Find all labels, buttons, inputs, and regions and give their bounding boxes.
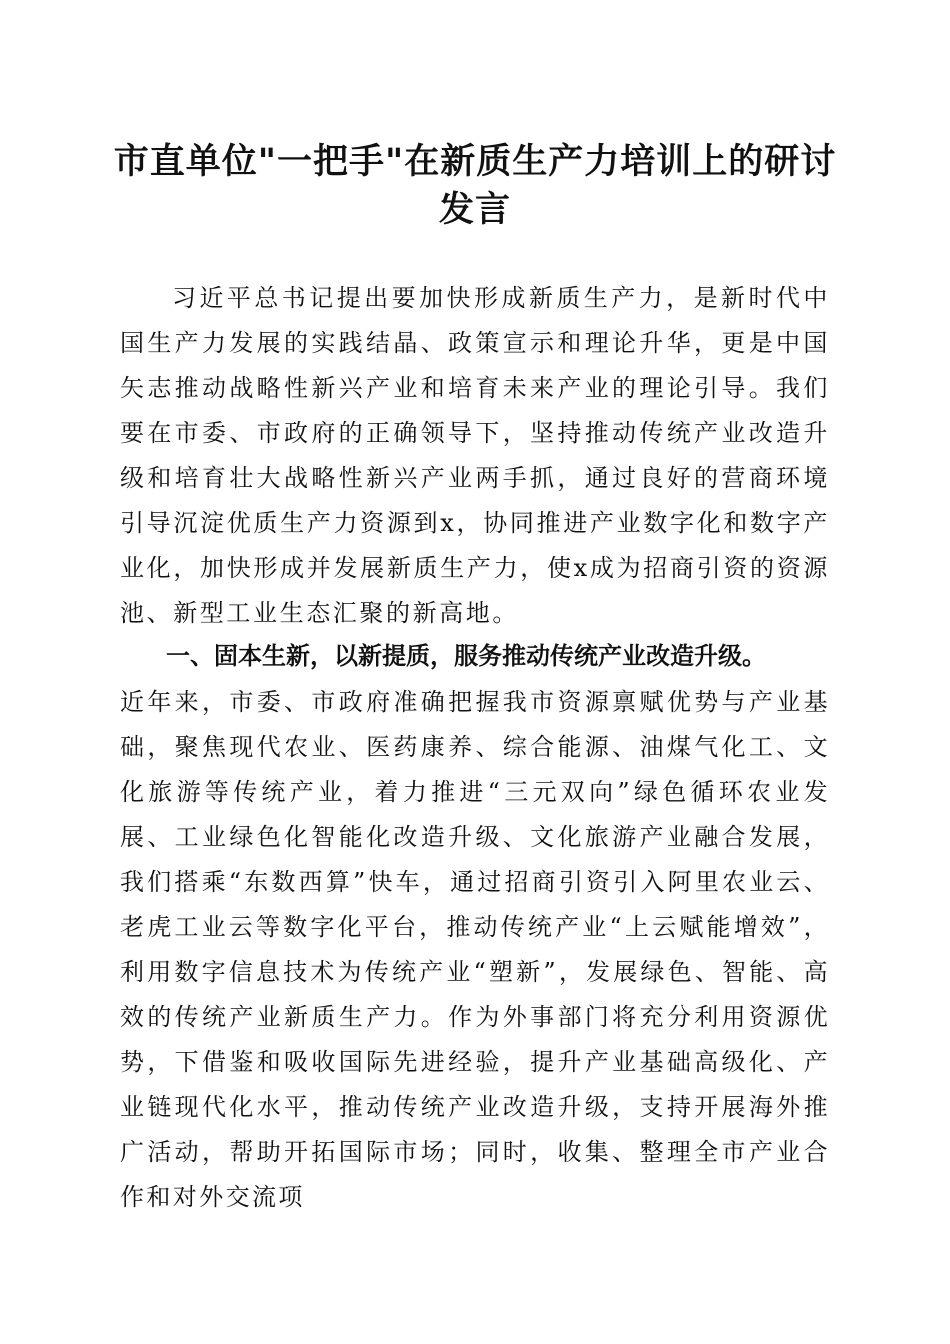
section-paragraph: 近年来，市委、市政府准确把握我市资源禀赋优势与产业基础，聚焦现代农业、医药康养、综合能源、油煤气化工、文化旅游等传统产业，着力推进“三元双向”绿色循环农业发展、工业绿色化智能化改造升级、文化旅游产业融合发展，我们搭乘“东数西算”快车，通过招商引资引入阿里农业云、老虎工业云等数字化平台，推动传统产业“上云赋能增效”，利用数字信息技术为传统产业“塑新”，发展绿色、智能、高效的传统产业新质生产力。作为外事部门将充分利用资源优势，下借鉴和吸收国际先进经验，提升产业基础高级化、产业链现代化水平，推动传统产业改造升级，支持开展海外推广活动，帮助开拓国际市场；同时，收集、整理全市产业合作和对外交流项 [120, 688, 830, 1211]
document-title: 市直单位"一把手"在新质生产力培训上的研讨发言 [113, 141, 837, 230]
intro-paragraph: 习近平总书记提出要加快形成新质生产力，是新时代中国生产力发展的实践结晶、政策宣示和理论升华，更是中国矢志推动战略性新兴产业和培育未来产业的理论引导。我们要在市委、市政府的正确领导下，坚持推动传统产业改造升级和培育壮大战略性新兴产业两手抓，通过良好的营商环境引导沉淀优质生产力资源到x，协同推进产业数字化和数字产业化，加快形成并发展新质生产力，使x成为招商引资的资源池、新型工业生态汇聚的新高地。 [120, 284, 830, 627]
section-heading: 一、固本生新，以新提质，服务推动传统产业改造升级。 [166, 642, 766, 670]
